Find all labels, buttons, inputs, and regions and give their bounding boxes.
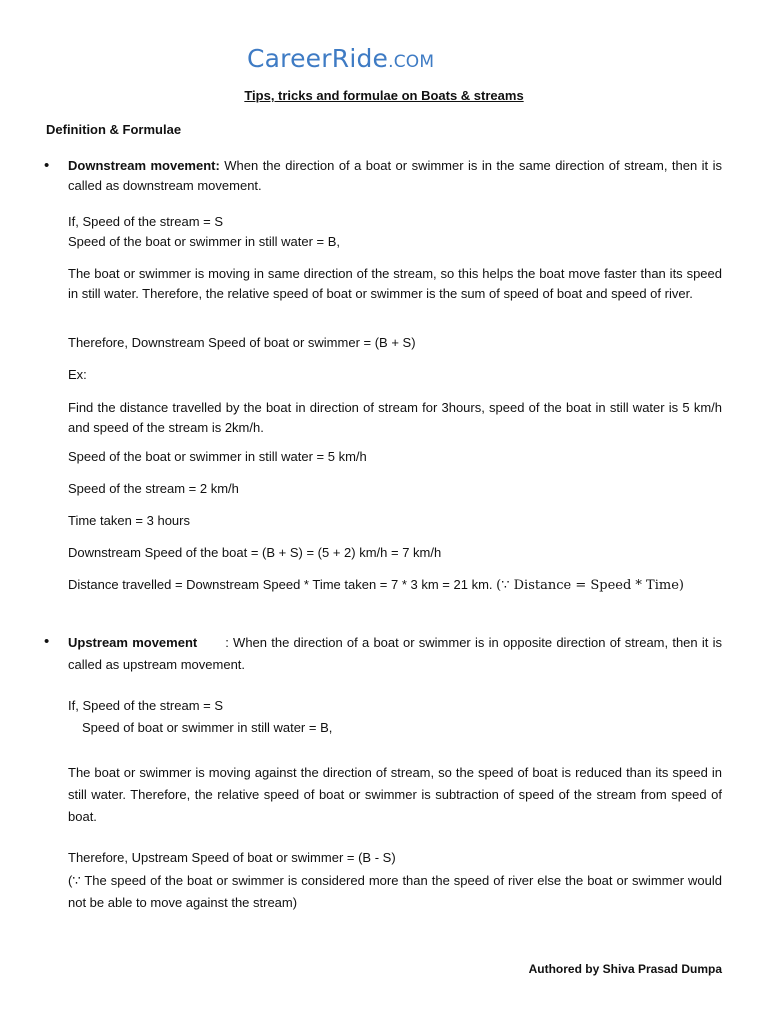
distance-formula: (∵ Distance = Speed * Time) — [496, 578, 684, 593]
upstream-explanation: The boat or swimmer is moving against the direction of stream, so the speed of boat is reduced than its speed in still water. Therefore, the relative speed of boat or swimmer is subtraction of speed of the stream from speed of boat. — [68, 765, 722, 824]
upstream-if-line: If, Speed of the stream = S — [68, 698, 224, 713]
downstream-bullet: • — [44, 157, 50, 174]
example-step-5 — [68, 577, 684, 593]
example-label: Ex: — [68, 367, 87, 382]
logo-brand: CareerRide — [247, 44, 389, 73]
example-problem: Find the distance travelled by the boat in direction of stream for 3hours, speed of the boat in still water is 5 km/h and speed of the stream is 2km/h. — [68, 400, 722, 435]
upstream-bullet: • — [44, 633, 50, 650]
example-step-3: Time taken = 3 hours — [68, 513, 190, 528]
page-title: Tips, tricks and formulae on Boats & streams — [244, 88, 524, 103]
careerride-logo — [247, 44, 434, 73]
downstream-explanation: The boat or swimmer is moving in same direction of the stream, so this helps the boat move faster than its speed in still water. Therefore, the relative speed of boat or swimmer is the sum of speed of boat and speed of river. — [68, 266, 722, 301]
example-step-2: Speed of the stream = 2 km/h — [68, 481, 239, 496]
upstream-definition-text: : When the direction of a boat or swimmer is in opposite direction of stream, then it is called as upstream movement. — [68, 635, 722, 672]
logo-tld: .COM — [388, 52, 435, 72]
downstream-speed-line: Speed of the boat or swimmer in still water = B, — [68, 234, 341, 249]
section-heading: Definition & Formulae — [46, 122, 182, 137]
upstream-term: Upstream movement — [68, 635, 198, 650]
downstream-definition-text: When the direction of a boat or swimmer is in the same direction of stream, then it is called as downstream movement. — [68, 158, 722, 193]
downstream-definition — [68, 156, 722, 196]
example-step-5-text: Distance travelled = Downstream Speed * Time taken = 7 * 3 km = 21 km. — [68, 577, 493, 592]
upstream-formula: Therefore, Upstream Speed of boat or swimmer = (B - S) — [68, 850, 396, 865]
upstream-speed-line: Speed of boat or swimmer in still water = B, — [82, 720, 333, 735]
example-step-4: Downstream Speed of the boat = (B + S) = (5 + 2) km/h = 7 km/h — [68, 545, 442, 560]
upstream-definition — [68, 632, 722, 676]
downstream-if-line: If, Speed of the stream = S — [68, 214, 224, 229]
author-credit: Authored by Shiva Prasad Dumpa — [528, 962, 722, 976]
example-step-1: Speed of the boat or swimmer in still water = 5 km/h — [68, 449, 367, 464]
downstream-term: Downstream movement: — [68, 158, 220, 173]
downstream-formula: Therefore, Downstream Speed of boat or swimmer = (B + S) — [68, 335, 416, 350]
upstream-note: (∵ The speed of the boat or swimmer is considered more than the speed of river else the boat or swimmer would not be able to move against the stream) — [68, 873, 722, 910]
